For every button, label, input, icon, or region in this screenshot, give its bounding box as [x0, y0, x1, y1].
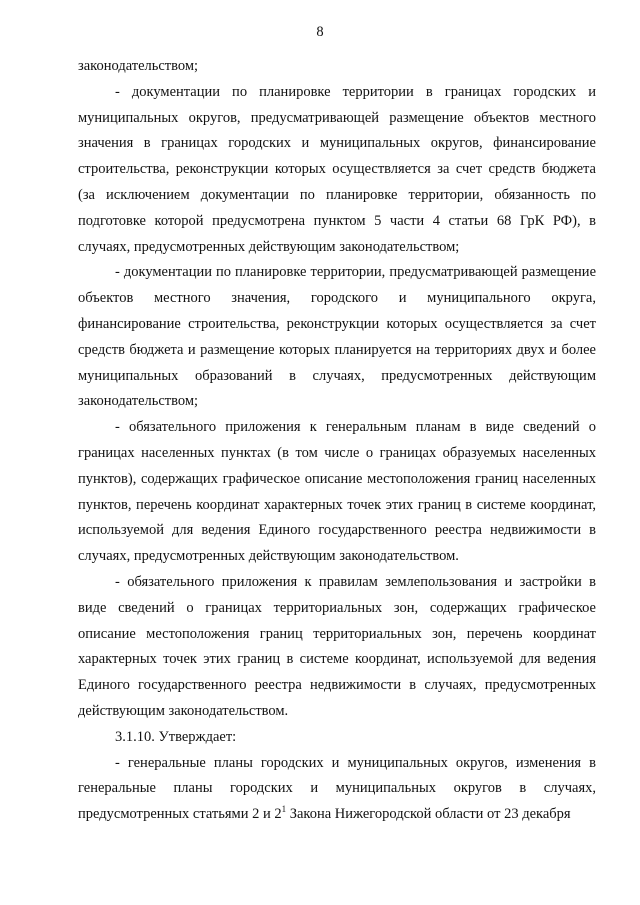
paragraph: - обязательного приложения к правилам землепользования и застройки в виде сведений о границах территориальных зон, содержащих графическое описание местоположения границ территориальных зон, перечень координат характерных точек этих границ в системе координат, используемой для ведения Единого государственного реестра недвижимости в случаях, предусмотренных действующим законодательством. [78, 573, 596, 719]
superscript: 1 [281, 804, 287, 815]
paragraph: - документации по планировке территории в границах городских и муниципальных округов, предусматривающей размещение объектов местного значения в границах городских и муниципальных округов, финансирование строительства, реконструкции которых осуществляется за счет средств бюджета (за исключением документации по планировке территории, обязанность по подготовке которой предусмотрена пунктом 5 части 4 статьи 68 ГрК РФ), в случаях, предусмотренных действующим законодательством; [78, 83, 596, 255]
paragraph-text: - генеральные планы городских и муниципальных округов, изменения в генеральные планы городских и муниципальных округов в случаях, предусмотренных статьями 2 и 2 [78, 754, 596, 823]
paragraph: - документации по планировке территории, предусматривающей размещение объектов местного значения, городского и муниципального округа, финансирование строительства, реконструкции которых осуществляется за счет средств бюджета и размещение которых планируется на территориях двух и более муниципальных образований в случаях, предусмотренных действующим законодательством; [78, 264, 596, 410]
paragraph [78, 751, 596, 828]
document-body [78, 54, 596, 828]
section-heading: 3.1.10. Утверждает: [115, 728, 237, 745]
page-number: 8 [316, 24, 324, 40]
paragraph: - обязательного приложения к генеральным планам в виде сведений о границах населенных пунктах (в том числе о границах образуемых населенных пунктов), содержащих графическое описание местоположения границ населенных пунктов, перечень координат характерных точек этих границ в системе координат, используемой для ведения Единого государственного реестра недвижимости в случаях, предусмотренных действующим законодательством. [78, 419, 596, 565]
paragraph-text: Закона Нижегородской области от 23 декабря [286, 806, 571, 823]
paragraph: законодательством; [78, 58, 199, 74]
